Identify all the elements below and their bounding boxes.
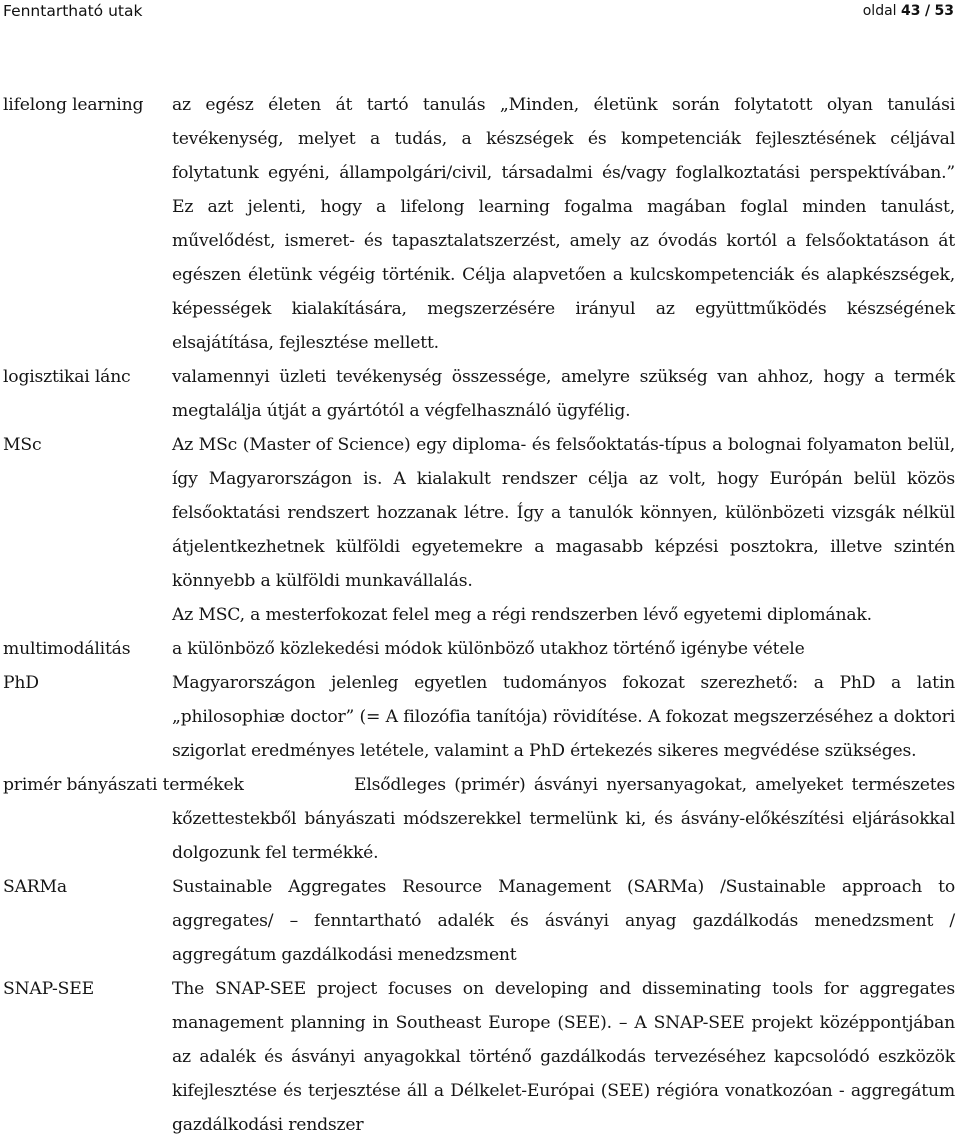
glossary-term: SNAP-SEE bbox=[3, 979, 94, 999]
definition-paragraph: az egész életen át tartó tanulás „Minden, életünk során folytatott olyan tanulási tevékenység, melyet a tudás, a készségek és kompetenciák fejlesztésének céljával folytatunk egyéni, állampolgári/civil, társadalmi és/vagy foglalkoztatási perspektívában.” Ez azt jelenti, hogy a lifelong learning fogalma magában foglal minden tanulást, művelődést, ismeret- és tapasztalatszerzést, amely az óvodás kortól a felsőoktatáson át egészen életünk végéig történik. Célja alapvetően a kulcskompetenciák és alapkészségek, képességek kialakítására, megszerzésére irányul az együttműködés készségének elsajátítása, fejlesztése mellett. bbox=[172, 95, 955, 353]
glossary-list bbox=[0, 88, 960, 1135]
glossary-definition bbox=[172, 870, 957, 972]
glossary-entry bbox=[0, 428, 960, 632]
glossary-term: logisztikai lánc bbox=[3, 367, 131, 387]
glossary-entry bbox=[0, 768, 960, 870]
definition-paragraph: valamennyi üzleti tevékenység összessége, amelyre szükség van ahhoz, hogy a termék megtalálja útját a gyártótól a végfelhasználó ügyfélig. bbox=[172, 367, 955, 421]
glossary-entry bbox=[0, 360, 960, 428]
glossary-term: lifelong learning bbox=[3, 95, 144, 115]
glossary-definition bbox=[172, 632, 957, 666]
definition-paragraph: a különböző közlekedési módok különböző utakhoz történő igénybe vétele bbox=[172, 639, 805, 659]
definition-paragraph: Az MSC, a mesterfokozat felel meg a régi rendszerben lévő egyetemi diplomának. bbox=[172, 605, 872, 625]
glossary-term: multimodálitás bbox=[3, 639, 131, 659]
page-indicator bbox=[863, 3, 954, 19]
glossary-term: primér bányászati termékek bbox=[3, 775, 244, 795]
page-total: 53 bbox=[934, 3, 954, 19]
glossary-entry bbox=[0, 870, 960, 972]
glossary-term: SARMa bbox=[3, 877, 67, 897]
glossary-definition bbox=[172, 768, 957, 870]
glossary-entry bbox=[0, 666, 960, 768]
glossary-term: MSc bbox=[3, 435, 42, 455]
document-title: Fenntartható utak bbox=[3, 2, 143, 20]
definition-paragraph: Az MSc (Master of Science) egy diploma- és felsőoktatás-típus a bolognai folyamaton belül, így Magyarországon is. A kialakult rendszer célja az volt, hogy Európán belül közös felsőoktatási rendszert hozzanak létre. Így a tanulók könnyen, különbözeti vizsgák nélkül átjelentkezhetnek külföldi egyetemekre a magasabb képzési posztokra, illetve szintén könnyebb a külföldi munkavállalás. bbox=[172, 435, 955, 591]
glossary-definition bbox=[172, 972, 957, 1135]
glossary-definition bbox=[172, 666, 957, 768]
page-separator: / bbox=[924, 3, 931, 19]
glossary-definition bbox=[172, 428, 957, 632]
glossary-entry bbox=[0, 972, 960, 1135]
page-current: 43 bbox=[901, 3, 921, 19]
definition-paragraph: Sustainable Aggregates Resource Management (SARMa) /Sustainable approach to aggregates/ – fenntartható adalék és ásványi anyag gazdálkodás menedzsment / aggregátum gazdálkodási menedzsment bbox=[172, 877, 955, 965]
glossary-term: PhD bbox=[3, 673, 39, 693]
glossary-definition bbox=[172, 88, 957, 360]
definition-paragraph: The SNAP-SEE project focuses on developing and disseminating tools for aggregates management planning in Southeast Europe (SEE). – A SNAP-SEE projekt középpontjában az adalék és ásványi anyagokkal történő gazdálkodás tervezéséhez kapcsolódó eszközök kifejlesztése és terjesztése áll a Délkelet-Európai (SEE) régióra vonatkozóan - aggregátum gazdálkodási rendszer bbox=[172, 979, 955, 1135]
definition-paragraph: Elsődleges (primér) ásványi nyersanyagokat, amelyeket természetes kőzettestekből bányászati módszerekkel termelünk ki, és ásvány-előkészítési eljárásokkal dolgozunk fel termékké. bbox=[172, 775, 955, 863]
page-prefix: oldal bbox=[862, 3, 897, 19]
definition-paragraph: Magyarországon jelenleg egyetlen tudományos fokozat szerezhető: a PhD a latin „philosophiæ doctor” (= A filozófia tanítója) rövidítése. A fokozat megszerzéséhez a doktori szigorlat eredményes letétele, valamint a PhD értekezés sikeres megvédése szükséges. bbox=[172, 673, 955, 761]
glossary-entry bbox=[0, 88, 960, 360]
page-header bbox=[0, 0, 960, 26]
glossary-definition bbox=[172, 360, 957, 428]
glossary-entry bbox=[0, 632, 960, 666]
